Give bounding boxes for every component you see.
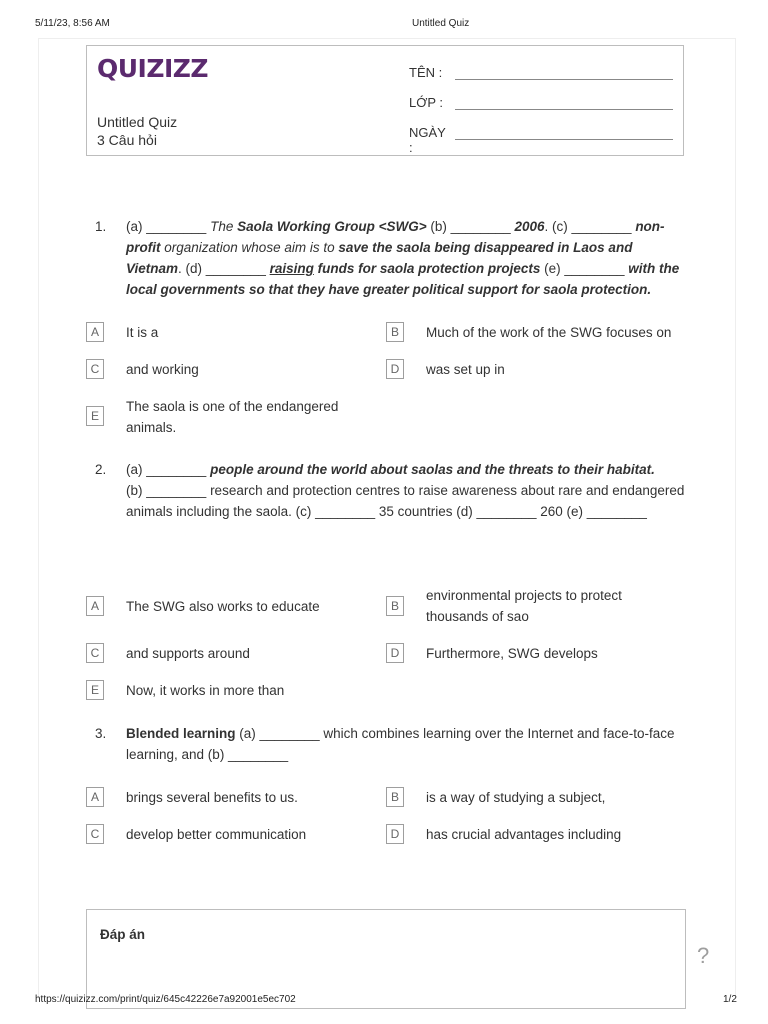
option-text: It is a	[126, 325, 159, 340]
option-letter-box: B	[386, 596, 404, 616]
print-datetime: 5/11/23, 8:56 AM	[35, 18, 110, 29]
class-line	[455, 109, 673, 110]
question-number: 3.	[95, 726, 107, 741]
q1-part: (e) ________	[540, 261, 629, 276]
question-mark-icon[interactable]: ?	[697, 943, 710, 968]
print-url: https://quizizz.com/print/quiz/645c42226e7a92001e5ec702	[35, 994, 296, 1005]
q3-part: Blended learning	[126, 726, 236, 741]
q2-part: (b) ________ research and protection centres to raise awareness about rare and endangered animals including the saola. (c) ________ 35 countries (d) ________ 260 (e) ________	[126, 483, 685, 519]
q1-part: with the local governments so that they have greater political support for saola protection.	[126, 261, 680, 297]
q1-part: organization whose aim is to	[160, 240, 339, 255]
option-letter-box: B	[386, 322, 404, 342]
option-text: Now, it works in more than	[126, 683, 285, 698]
option-text: brings several benefits to us.	[126, 790, 298, 805]
option-text: and supports around	[126, 646, 250, 661]
q1-part: non-profit	[126, 219, 665, 255]
option-text: and working	[126, 362, 199, 377]
option-letter-box: E	[86, 680, 104, 700]
class-label: LỚP :	[409, 95, 444, 110]
option-letter-box: A	[86, 596, 104, 616]
option-text: Much of the work of the SWG focuses on	[426, 325, 672, 340]
q1-part: (a) ________	[126, 219, 211, 234]
option-text: environmental projects to protect thousands of sao	[426, 588, 622, 624]
q1-part: . (c) ________	[544, 219, 636, 234]
question-text	[126, 216, 686, 300]
option-text: Furthermore, SWG develops	[426, 646, 598, 661]
question-number: 2.	[95, 462, 107, 477]
q2-part: (a) ________	[126, 462, 211, 477]
option-letter-box: A	[86, 322, 104, 342]
option-text: develop better communication	[126, 827, 307, 842]
date-line	[455, 139, 673, 140]
quiz-header-box	[86, 45, 684, 156]
q1-part: funds for saola protection projects	[313, 261, 541, 276]
option-letter-box: C	[86, 643, 104, 663]
option-letter-box: C	[86, 824, 104, 844]
option-text: has crucial advantages including	[426, 827, 622, 842]
class-field	[409, 95, 449, 110]
option-letter-box: D	[386, 824, 404, 844]
date-label: NGÀY :	[409, 125, 446, 155]
option-text: is a way of studying a subject,	[426, 790, 606, 805]
option-letter-box: A	[86, 787, 104, 807]
option-letter-box: B	[386, 787, 404, 807]
print-page-number: 1/2	[723, 994, 737, 1005]
question-number: 1.	[95, 219, 107, 234]
quiz-title: Untitled Quiz	[97, 114, 178, 130]
q1-part: Saola Working Group <SWG>	[237, 219, 427, 234]
q1-part: raising	[269, 261, 314, 276]
q3-part: (a) ________ which combines learning over the Internet and face-to-face learning, and (b) ________	[126, 726, 675, 762]
question-text	[126, 459, 686, 522]
option-text: was set up in	[426, 362, 505, 377]
q1-part: (b) ________	[426, 219, 515, 234]
option-letter-box: D	[386, 359, 404, 379]
q1-part: 2006	[514, 219, 545, 234]
question-count: 3 Câu hỏi	[97, 132, 157, 148]
date-field	[409, 125, 449, 155]
q1-part: save the saola being disappeared in Laos and Vietnam	[126, 240, 633, 276]
print-title: Untitled Quiz	[412, 18, 470, 29]
q1-part: The	[210, 219, 238, 234]
name-line	[455, 79, 673, 80]
quizizz-logo: QUIZIZZ	[97, 54, 209, 83]
option-letter-box: E	[86, 406, 104, 426]
option-text: The SWG also works to educate	[126, 599, 320, 614]
question-text	[126, 723, 686, 765]
q2-part: people around the world about saolas and the threats to their habitat.	[210, 462, 655, 477]
answer-key-title: Đáp án	[100, 927, 146, 942]
q1-part: . (d) ________	[178, 261, 270, 276]
option-text: The saola is one of the endangered animals.	[126, 399, 339, 435]
name-label: TÊN :	[409, 65, 443, 80]
name-field	[409, 65, 449, 80]
option-letter-box: C	[86, 359, 104, 379]
option-letter-box: D	[386, 643, 404, 663]
